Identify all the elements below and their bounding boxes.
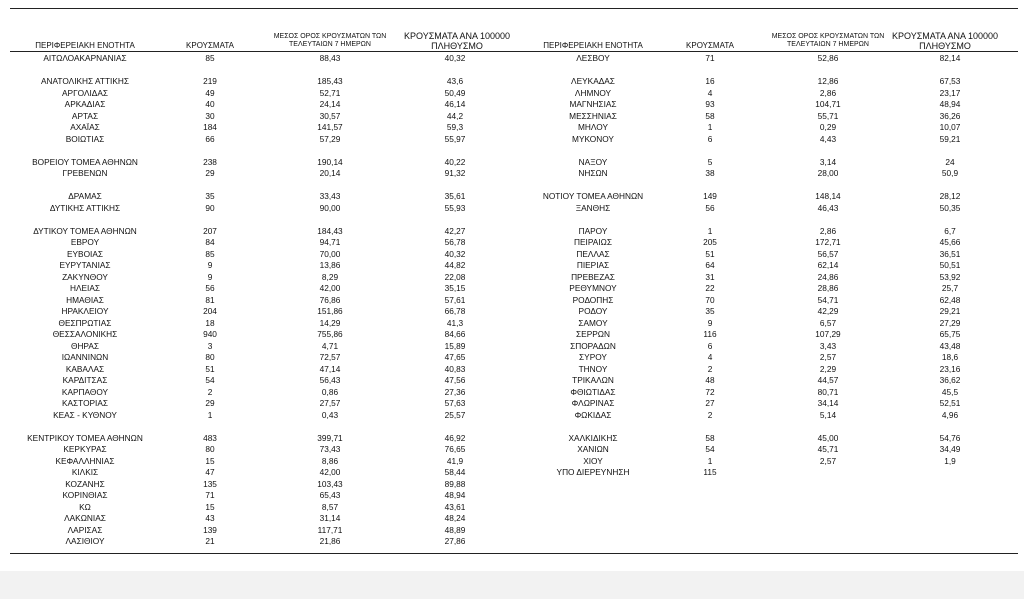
cases-cell: 1 — [707, 225, 713, 236]
avg7-cell: 56,57 — [817, 248, 839, 259]
cases-cell: 135 — [203, 478, 217, 489]
cases-cell: 2 — [207, 386, 213, 397]
left-header-avg7 — [265, 33, 395, 49]
cases-cell: 93 — [705, 99, 715, 109]
cases-cell: 54 — [705, 444, 715, 454]
avg7-cell: 185,43 — [317, 76, 343, 86]
cases-cell: 51 — [205, 363, 215, 374]
region-name-cell: ΑΡΚΑΔΙΑΣ — [64, 99, 106, 109]
avg7-cell: 24,86 — [817, 271, 839, 282]
region-name-cell: ΘΕΣΠΡΩΤΙΑΣ — [58, 317, 112, 328]
per100k-cell: 40,83 — [444, 363, 466, 374]
cases-cell: 56 — [705, 202, 715, 213]
right-header-avg7-line1: ΜΕΣΟΣ ΟΡΟΣ ΚΡΟΥΣΜΑΤΩΝ ΤΩΝ — [771, 33, 885, 40]
avg7-cell: 8,57 — [321, 501, 339, 512]
per100k-cell: 6,7 — [944, 225, 956, 236]
left-header-per100k-line2: ΠΛΗΘΥΣΜΟ — [431, 41, 483, 51]
cases-cell: 54 — [205, 375, 215, 385]
per100k-cell: 47,65 — [444, 352, 466, 362]
per100k-cell: 36,51 — [939, 248, 961, 259]
region-name-cell: ΘΗΡΑΣ — [70, 340, 100, 351]
region-name-cell: ΡΟΔΟΥ — [578, 306, 608, 316]
per100k-cell: 55,97 — [444, 133, 466, 144]
per100k-cell: 65,75 — [939, 329, 961, 339]
per100k-cell: 27,29 — [939, 317, 961, 328]
region-name-cell: ΝΟΤΙΟΥ ΤΟΜΕΑ ΑΘΗΝΩΝ — [542, 191, 644, 201]
per100k-cell: 18,6 — [941, 352, 959, 362]
region-name-cell: ΛΕΥΚΑΔΑΣ — [571, 76, 615, 86]
avg7-cell: 14,29 — [319, 317, 341, 328]
avg7-cell: 42,29 — [817, 306, 839, 316]
cases-cell: 22 — [705, 283, 715, 293]
left-header-per100k — [392, 31, 522, 51]
avg7-cell: 0,43 — [321, 409, 339, 420]
cases-cell: 58 — [705, 110, 715, 121]
region-name-cell: ΚΩ — [79, 501, 91, 512]
cases-cell: 48 — [705, 375, 715, 385]
avg7-cell: 2,57 — [819, 352, 837, 362]
avg7-cell: 31,14 — [319, 513, 341, 523]
region-name-cell: ΚΕΦΑΛΛΗΝΙΑΣ — [55, 455, 115, 466]
avg7-cell: 5,14 — [819, 409, 837, 420]
avg7-cell: 90,00 — [319, 202, 341, 213]
cases-cell: 219 — [203, 76, 217, 86]
cases-cell: 70 — [705, 294, 715, 305]
avg7-cell: 141,57 — [317, 122, 343, 132]
per100k-cell: 91,32 — [444, 168, 466, 178]
avg7-cell: 47,14 — [319, 363, 341, 374]
per100k-cell: 53,92 — [939, 271, 961, 282]
cases-cell: 85 — [205, 248, 215, 259]
cases-cell: 66 — [205, 133, 215, 144]
avg7-cell: 55,71 — [817, 110, 839, 121]
avg7-cell: 151,86 — [317, 306, 343, 316]
cases-cell: 6 — [707, 133, 713, 144]
per100k-cell: 50,49 — [444, 87, 466, 98]
avg7-cell: 46,43 — [817, 202, 839, 213]
cases-cell: 56 — [205, 283, 215, 293]
region-name-cell: ΠΡΕΒΕΖΑΣ — [571, 271, 615, 282]
per100k-cell: 1,9 — [944, 455, 956, 466]
avg7-cell: 21,86 — [319, 536, 341, 546]
per100k-cell: 59,3 — [446, 122, 464, 132]
cases-cell: 9 — [707, 317, 713, 328]
avg7-cell: 2,29 — [819, 363, 837, 374]
region-name-cell: ΑΙΤΩΛΟΑΚΑΡΝΑΝΙΑΣ — [43, 53, 127, 63]
region-name-cell: ΣΕΡΡΩΝ — [576, 329, 610, 339]
region-name-cell: ΥΠΟ ΔΙΕΡΕΥΝΗΣΗ — [556, 467, 630, 477]
cases-cell: 116 — [703, 329, 717, 339]
region-name-cell: ΚΑΡΔΙΤΣΑΣ — [62, 375, 108, 385]
cases-cell: 149 — [703, 191, 717, 201]
region-name-cell: ΛΗΜΝΟΥ — [574, 87, 612, 98]
cases-cell: 72 — [705, 386, 715, 397]
avg7-cell: 8,86 — [321, 455, 339, 466]
avg7-cell: 107,29 — [815, 329, 841, 339]
per100k-cell: 45,5 — [941, 386, 959, 397]
cases-cell: 31 — [705, 271, 715, 282]
region-name-cell: ΑΡΤΑΣ — [71, 110, 99, 121]
region-name-cell: ΑΡΓΟΛΙΔΑΣ — [62, 87, 108, 98]
per100k-cell: 25,7 — [941, 283, 959, 293]
region-name-cell: ΠΙΕΡΙΑΣ — [576, 260, 610, 270]
cases-cell: 80 — [205, 352, 215, 362]
avg7-cell: 30,57 — [319, 110, 341, 121]
cases-cell: 139 — [203, 524, 217, 535]
region-name-cell: ΑΧΑΪΑΣ — [70, 122, 100, 132]
region-name-cell: ΚΕΡΚΥΡΑΣ — [63, 444, 107, 454]
avg7-cell: 76,86 — [319, 294, 341, 305]
per100k-cell: 66,78 — [444, 306, 466, 316]
right-header-cases: ΚΡΟΥΣΜΑΤΑ — [686, 41, 734, 50]
cases-cell: 49 — [205, 87, 215, 98]
region-name-cell: ΞΑΝΘΗΣ — [575, 202, 611, 213]
per100k-cell: 57,61 — [444, 294, 466, 305]
cases-cell: 47 — [205, 467, 215, 477]
cases-cell: 3 — [207, 340, 213, 351]
cases-cell: 21 — [205, 536, 215, 546]
region-name-cell: ΦΛΩΡΙΝΑΣ — [571, 398, 615, 408]
per100k-cell: 43,48 — [939, 340, 961, 351]
avg7-cell: 12,86 — [817, 76, 839, 86]
cases-cell: 2 — [707, 363, 713, 374]
region-name-cell: ΚΕΝΤΡΙΚΟΥ ΤΟΜΕΑ ΑΘΗΝΩΝ — [27, 432, 143, 443]
bottom-rule — [10, 553, 1018, 554]
region-name-cell: ΛΑΣΙΘΙΟΥ — [65, 536, 105, 546]
region-name-cell: ΛΑΡΙΣΑΣ — [67, 524, 103, 535]
cases-cell: 5 — [707, 156, 713, 167]
per100k-cell: 40,32 — [444, 53, 466, 63]
avg7-cell: 0,29 — [819, 122, 837, 132]
region-name-cell: ΠΕΙΡΑΙΩΣ — [574, 237, 612, 247]
avg7-cell: 3,43 — [819, 340, 837, 351]
cases-cell: 29 — [205, 398, 215, 408]
per100k-cell: 48,89 — [444, 524, 466, 535]
region-name-cell: ΗΜΑΘΙΑΣ — [66, 294, 104, 305]
region-name-cell: ΠΑΡΟΥ — [578, 225, 608, 236]
region-name-cell: ΜΥΚΟΝΟΥ — [572, 133, 614, 144]
cases-cell: 9 — [207, 260, 213, 270]
avg7-cell: 88,43 — [319, 53, 341, 63]
right-header-avg7-line2: ΤΕΛΕΥΤΑΙΩΝ 7 ΗΜΕΡΩΝ — [787, 41, 869, 48]
cases-cell: 9 — [207, 271, 213, 282]
region-name-cell: ΔΥΤΙΚΗΣ ΑΤΤΙΚΗΣ — [49, 202, 121, 213]
cases-cell: 64 — [705, 260, 715, 270]
left-header-per100k-line1: ΚΡΟΥΣΜΑΤΑ ΑΝΑ 100000 — [404, 31, 510, 41]
cases-cell: 184 — [203, 122, 217, 132]
per100k-cell: 54,76 — [939, 432, 961, 443]
cases-cell: 15 — [205, 455, 215, 466]
cases-cell: 1 — [707, 455, 713, 466]
per100k-cell: 43,6 — [446, 76, 464, 86]
region-name-cell: ΗΛΕΙΑΣ — [69, 283, 101, 293]
right-header-region: ΠΕΡΙΦΕΡΕΙΑΚΗ ΕΝΟΤΗΤΑ — [543, 41, 643, 50]
left-header-region: ΠΕΡΙΦΕΡΕΙΑΚΗ ΕΝΟΤΗΤΑ — [35, 41, 135, 50]
avg7-cell: 33,43 — [319, 191, 341, 201]
cases-cell: 204 — [203, 306, 217, 316]
cases-cell: 43 — [205, 513, 215, 523]
avg7-cell: 2,86 — [819, 87, 837, 98]
region-name-cell: ΛΑΚΩΝΙΑΣ — [64, 513, 106, 523]
region-name-cell: ΛΕΣΒΟΥ — [576, 53, 610, 63]
cases-cell: 18 — [205, 317, 215, 328]
cases-cell: 40 — [205, 99, 215, 109]
avg7-cell: 104,71 — [815, 99, 841, 109]
avg7-cell: 45,00 — [817, 432, 839, 443]
avg7-cell: 0,86 — [321, 386, 339, 397]
cases-cell: 6 — [707, 340, 713, 351]
cases-cell: 29 — [205, 168, 215, 178]
avg7-cell: 24,14 — [319, 99, 341, 109]
cases-cell: 1 — [707, 122, 713, 132]
avg7-cell: 70,00 — [319, 248, 341, 259]
avg7-cell: 45,71 — [817, 444, 839, 454]
per100k-cell: 10,07 — [939, 122, 961, 132]
per100k-cell: 48,24 — [444, 513, 466, 523]
header-rule — [10, 51, 1018, 52]
region-name-cell: ΔΡΑΜΑΣ — [68, 191, 102, 201]
per100k-cell: 48,94 — [444, 490, 466, 500]
per100k-cell: 50,35 — [939, 202, 961, 213]
region-name-cell: ΓΡΕΒΕΝΩΝ — [62, 168, 108, 178]
per100k-cell: 82,14 — [939, 53, 961, 63]
per100k-cell: 25,57 — [444, 409, 466, 420]
per100k-cell: 58,44 — [444, 467, 466, 477]
avg7-cell: 184,43 — [317, 225, 343, 236]
cases-cell: 35 — [705, 306, 715, 316]
per100k-cell: 34,49 — [939, 444, 961, 454]
region-name-cell: ΜΕΣΣΗΝΙΑΣ — [569, 110, 617, 121]
per100k-cell: 62,48 — [939, 294, 961, 305]
region-name-cell: ΕΥΒΟΙΑΣ — [66, 248, 104, 259]
cases-cell: 27 — [705, 398, 715, 408]
left-header-avg7-line2: ΤΕΛΕΥΤΑΙΩΝ 7 ΗΜΕΡΩΝ — [289, 41, 371, 48]
avg7-cell: 80,71 — [817, 386, 839, 397]
region-name-cell: ΦΩΚΙΔΑΣ — [574, 409, 612, 420]
cases-cell: 85 — [205, 53, 215, 63]
per100k-cell: 48,94 — [939, 99, 961, 109]
per100k-cell: 40,32 — [444, 248, 466, 259]
per100k-cell: 41,9 — [446, 455, 464, 466]
avg7-cell: 52,86 — [817, 53, 839, 63]
per100k-cell: 43,61 — [444, 501, 466, 512]
cases-cell: 80 — [205, 444, 215, 454]
per100k-cell: 56,78 — [444, 237, 466, 247]
avg7-cell: 52,71 — [319, 87, 341, 98]
cases-cell: 16 — [705, 76, 715, 86]
per100k-cell: 46,14 — [444, 99, 466, 109]
region-name-cell: ΘΕΣΣΑΛΟΝΙΚΗΣ — [52, 329, 118, 339]
region-name-cell: ΡΕΘΥΜΝΟΥ — [569, 283, 617, 293]
avg7-cell: 8,29 — [321, 271, 339, 282]
region-name-cell: ΕΒΡΟΥ — [70, 237, 100, 247]
avg7-cell: 54,71 — [817, 294, 839, 305]
region-name-cell: ΗΡΑΚΛΕΙΟΥ — [61, 306, 109, 316]
region-name-cell: ΙΩΑΝΝΙΝΩΝ — [61, 352, 109, 362]
avg7-cell: 399,71 — [317, 432, 343, 443]
per100k-cell: 50,9 — [941, 168, 959, 178]
per100k-cell: 89,88 — [444, 478, 466, 489]
per100k-cell: 35,15 — [444, 283, 466, 293]
cases-cell: 90 — [205, 202, 215, 213]
region-name-cell: ΚΙΛΚΙΣ — [71, 467, 99, 477]
avg7-cell: 190,14 — [317, 156, 343, 167]
region-name-cell: ΚΟΖΑΝΗΣ — [65, 478, 105, 489]
region-name-cell: ΖΑΚΥΝΘΟΥ — [62, 271, 108, 282]
cases-cell: 4 — [707, 87, 713, 98]
region-name-cell: ΚΑΡΠΑΘΟΥ — [61, 386, 109, 397]
avg7-cell: 62,14 — [817, 260, 839, 270]
avg7-cell: 755,86 — [317, 329, 343, 339]
cases-cell: 2 — [707, 409, 713, 420]
per100k-cell: 50,51 — [939, 260, 961, 270]
region-name-cell: ΜΑΓΝΗΣΙΑΣ — [569, 99, 617, 109]
avg7-cell: 42,00 — [319, 467, 341, 477]
avg7-cell: 4,43 — [819, 133, 837, 144]
right-header-per100k-line2: ΠΛΗΘΥΣΜΟ — [919, 41, 971, 51]
cases-cell: 58 — [705, 432, 715, 443]
avg7-cell: 103,43 — [317, 478, 343, 489]
right-header-avg7 — [763, 33, 893, 49]
region-name-cell: ΧΑΛΚΙΔΙΚΗΣ — [568, 432, 618, 443]
cases-cell: 4 — [707, 352, 713, 362]
avg7-cell: 56,43 — [319, 375, 341, 385]
avg7-cell: 94,71 — [319, 237, 341, 247]
avg7-cell: 2,86 — [819, 225, 837, 236]
region-name-cell: ΤΡΙΚΑΛΩΝ — [572, 375, 614, 385]
cases-cell: 238 — [203, 156, 217, 167]
cases-cell: 51 — [705, 248, 715, 259]
region-name-cell: ΚΕΑΣ - ΚΥΘΝΟΥ — [53, 409, 117, 420]
cases-cell: 15 — [205, 501, 215, 512]
avg7-cell: 6,57 — [819, 317, 837, 328]
region-name-cell: ΤΗΝΟΥ — [578, 363, 608, 374]
region-name-cell: ΠΕΛΛΑΣ — [576, 248, 610, 259]
avg7-cell: 34,14 — [817, 398, 839, 408]
per100k-cell: 27,86 — [444, 536, 466, 546]
per100k-cell: 44,82 — [444, 260, 466, 270]
avg7-cell: 65,43 — [319, 490, 341, 500]
per100k-cell: 55,93 — [444, 202, 466, 213]
cases-cell: 483 — [203, 432, 217, 443]
per100k-cell: 36,62 — [939, 375, 961, 385]
region-name-cell: ΚΑΒΑΛΑΣ — [65, 363, 105, 374]
cases-cell: 115 — [703, 467, 717, 477]
avg7-cell: 2,57 — [819, 455, 837, 466]
per100k-cell: 23,17 — [939, 87, 961, 98]
cases-cell: 940 — [203, 329, 217, 339]
avg7-cell: 13,86 — [319, 260, 341, 270]
per100k-cell: 46,92 — [444, 432, 466, 443]
per100k-cell: 45,66 — [939, 237, 961, 247]
per100k-cell: 41,3 — [446, 317, 464, 328]
right-header-per100k — [880, 31, 1010, 51]
per100k-cell: 42,27 — [444, 225, 466, 236]
top-rule — [10, 8, 1018, 9]
per100k-cell: 47,56 — [444, 375, 466, 385]
per100k-cell: 59,21 — [939, 133, 961, 144]
region-name-cell: ΑΝΑΤΟΛΙΚΗΣ ΑΤΤΙΚΗΣ — [40, 76, 130, 86]
cases-cell: 38 — [705, 168, 715, 178]
region-name-cell: ΧΙΟΥ — [583, 455, 603, 466]
per100k-cell: 23,16 — [939, 363, 961, 374]
cases-cell: 205 — [703, 237, 717, 247]
region-name-cell: ΚΑΣΤΟΡΙΑΣ — [61, 398, 109, 408]
cases-cell: 207 — [203, 225, 217, 236]
region-name-cell: ΜΗΛΟΥ — [578, 122, 608, 132]
per100k-cell: 24 — [945, 156, 955, 167]
per100k-cell: 44,2 — [446, 110, 464, 121]
per100k-cell: 67,53 — [939, 76, 961, 86]
avg7-cell: 42,00 — [319, 283, 341, 293]
per100k-cell: 40,22 — [444, 156, 466, 167]
per100k-cell: 57,63 — [444, 398, 466, 408]
cases-cell: 71 — [205, 490, 215, 500]
avg7-cell: 57,29 — [319, 133, 341, 144]
region-name-cell: ΧΑΝΙΩΝ — [577, 444, 609, 454]
per100k-cell: 4,96 — [941, 409, 959, 420]
avg7-cell: 20,14 — [319, 168, 341, 178]
avg7-cell: 3,14 — [819, 156, 837, 167]
avg7-cell: 4,71 — [321, 340, 339, 351]
avg7-cell: 172,71 — [815, 237, 841, 247]
avg7-cell: 28,00 — [817, 168, 839, 178]
per100k-cell: 15,89 — [444, 340, 466, 351]
region-name-cell: ΒΟΙΩΤΙΑΣ — [65, 133, 105, 144]
region-name-cell: ΣΑΜΟΥ — [578, 317, 608, 328]
left-header-avg7-line1: ΜΕΣΟΣ ΟΡΟΣ ΚΡΟΥΣΜΑΤΩΝ ΤΩΝ — [273, 33, 387, 40]
left-header-cases: ΚΡΟΥΣΜΑΤΑ — [186, 41, 234, 50]
region-name-cell: ΡΟΔΟΠΗΣ — [572, 294, 614, 305]
avg7-cell: 73,43 — [319, 444, 341, 454]
cases-cell: 35 — [205, 191, 215, 201]
region-name-cell: ΒΟΡΕΙΟΥ ΤΟΜΕΑ ΑΘΗΝΩΝ — [32, 156, 138, 167]
per100k-cell: 84,66 — [444, 329, 466, 339]
right-header-per100k-line1: ΚΡΟΥΣΜΑΤΑ ΑΝΑ 100000 — [892, 31, 998, 41]
avg7-cell: 72,57 — [319, 352, 341, 362]
avg7-cell: 148,14 — [815, 191, 841, 201]
cases-cell: 1 — [207, 409, 213, 420]
per100k-cell: 35,61 — [444, 191, 466, 201]
region-name-cell: ΔΥΤΙΚΟΥ ΤΟΜΕΑ ΑΘΗΝΩΝ — [33, 225, 137, 236]
region-name-cell: ΦΘΙΩΤΙΔΑΣ — [570, 386, 616, 397]
avg7-cell: 27,57 — [319, 398, 341, 408]
region-name-cell: ΝΗΣΩΝ — [578, 168, 608, 178]
per100k-cell: 29,21 — [939, 306, 961, 316]
region-name-cell: ΣΠΟΡΑΔΩΝ — [570, 340, 616, 351]
region-name-cell: ΕΥΡΥΤΑΝΙΑΣ — [59, 260, 111, 270]
avg7-cell: 44,57 — [817, 375, 839, 385]
cases-cell: 30 — [205, 110, 215, 121]
region-name-cell: ΝΑΞΟΥ — [578, 156, 608, 167]
per100k-cell: 76,65 — [444, 444, 466, 454]
per100k-cell: 36,26 — [939, 110, 961, 121]
region-name-cell: ΣΥΡΟΥ — [579, 352, 607, 362]
per100k-cell: 52,51 — [939, 398, 961, 408]
avg7-cell: 28,86 — [817, 283, 839, 293]
per100k-cell: 28,12 — [939, 191, 961, 201]
per100k-cell: 27,36 — [444, 386, 466, 397]
cases-cell: 81 — [205, 294, 215, 305]
cases-cell: 84 — [205, 237, 215, 247]
per100k-cell: 22,08 — [444, 271, 466, 282]
cases-cell: 71 — [705, 53, 715, 63]
avg7-cell: 117,71 — [317, 524, 343, 535]
region-name-cell: ΚΟΡΙΝΘΙΑΣ — [62, 490, 108, 500]
